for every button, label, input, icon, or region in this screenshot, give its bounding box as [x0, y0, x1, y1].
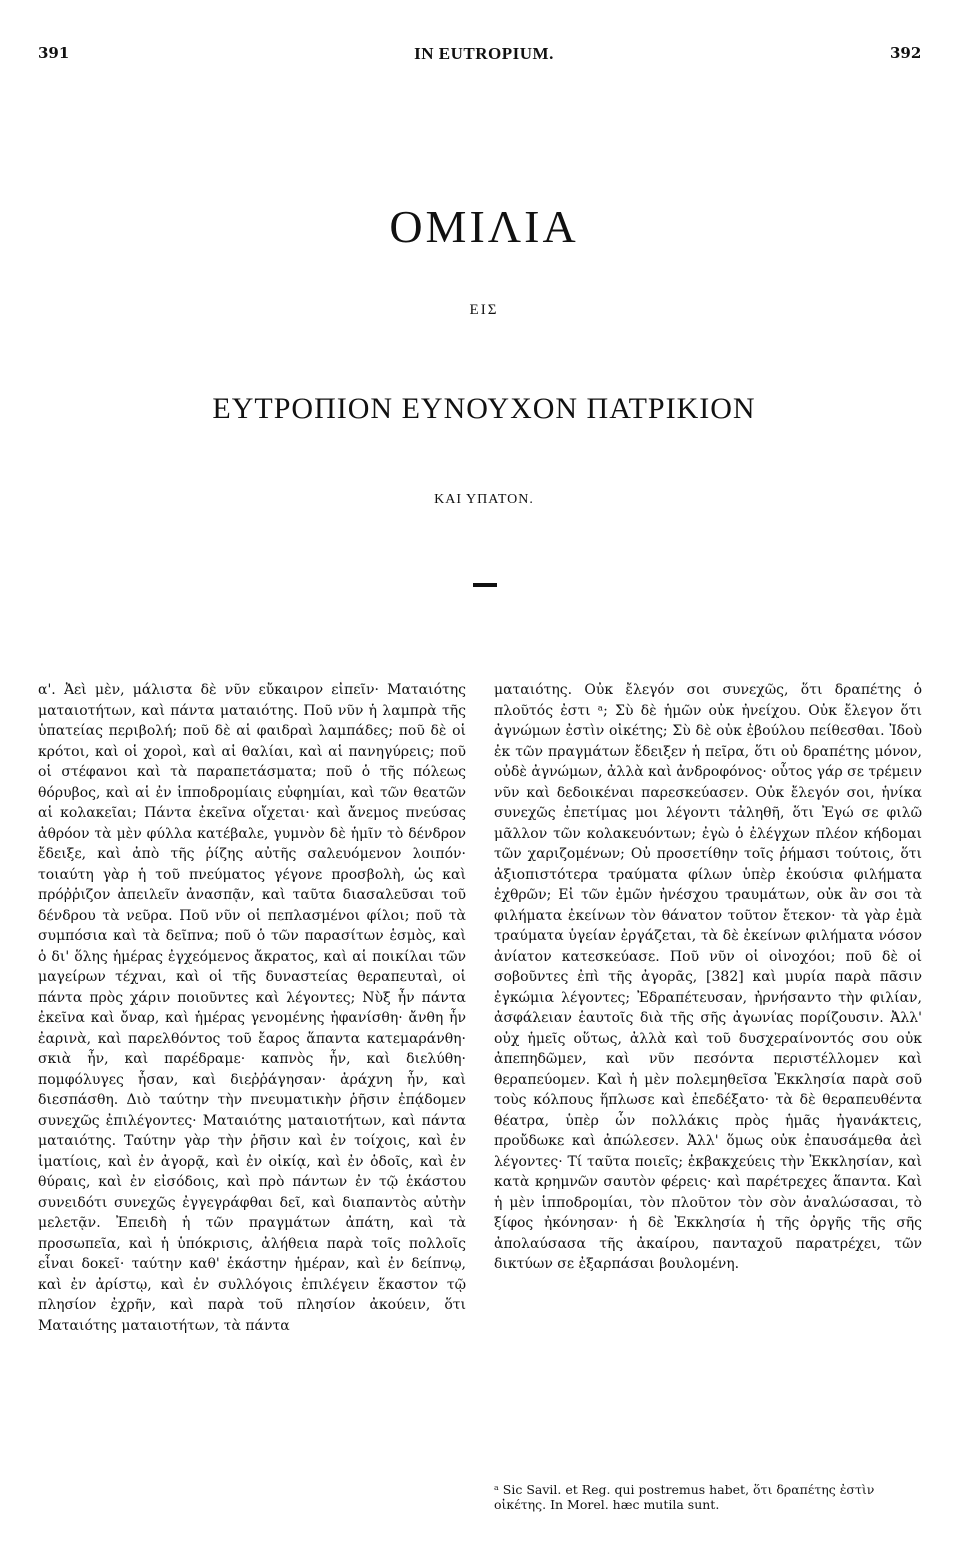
running-title: IN EUTROPIUM.	[414, 44, 554, 63]
column-right-text: ματαιότης. Οὐκ ἔλεγόν σοι συνεχῶς, ὅτι δραπέτης ὁ πλοῦτός ἐστι ᵃ; Σὺ δὲ ἡμῶν οὐκ ἠνείχου. Οὐκ ἔλεγον ὅτι ἀγνώμων ἐστὶν οἰκέτης; Σὺ δὲ οὐκ ἐβούλου πείθεσθαι. Ἰδοὺ ἐκ τῶν πραγμάτων ἔδειξεν ἡ πεῖρα, ὅτι οὐ δραπέτης μόνον, οὐδὲ ἀγνώμων, ἀλλὰ καὶ ἀνδροφόνος· οὗτος γάρ σε τρέμειν νῦν καὶ δεδοικέναι παρεσκεύασεν. Οὐκ ἔλεγόν σοι, ἡνίκα συνεχῶς ἐπετίμας μοι λέγοντι τἀληθῆ, ὅτι Ἐγώ σε φιλῶ μᾶλλον τῶν κολακευόντων; ἐγὼ ὁ ἐλέγχων πλέον κήδομαι τῶν χαριζομένων; Οὐ προσετίθην τοῖς ῥήμασι τούτοις, ὅτι ἀξιοπιστότερα τραύματα φίλων ὑπὲρ ἑκούσια φιλήματα ἐχθρῶν; Εἰ τῶν ἐμῶν ἠνέσχου τραυμάτων, οὐκ ἂν σοι τὰ φιλήματα ἐκείνων τὸν θάνατον τοῦτον ἔτεκον· τὰ γὰρ ἐμὰ τραύματα ὑγείαν ἐργάζεται, τὰ δὲ ἐκείνων φιλήματα νόσον ἀνίατον κατεσκεύασε. Ποῦ νῦν οἱ οἰνοχόοι; ποῦ δὲ οἱ σοβοῦντες ἐπὶ τῆς ἀγορᾶς, [382] καὶ μυρία παρὰ πᾶσιν ἐγκώμια λέγοντες; Ἐδραπέτευσαν, ἠρνήσαντο τὴν φιλίαν, ἀσφάλειαν ἑαυτοῖς διὰ τῆς σῆς ἀγωνίας πορίζουσιν. Ἀλλ' οὐχ ἡμεῖς οὕτως, ἀλλὰ καὶ τοῦ δυσχεραίνοντός σου οὐκ ἀπεπηδῶμεν, καὶ νῦν πεσόντα περιστέλλομεν καὶ θεραπεύομεν. Καὶ ἡ μὲν πολεμηθεῖσα Ἐκκλησία παρὰ σοῦ τοὺς κόλπους ἥπλωσε καὶ ἐπεδέξατο· τὰ δὲ θεραπευθέντα θέατρα, ὑπὲρ ὧν πολλάκις πρὸς ἡμᾶς ἠγανάκτεις, προὔδωκε καὶ ἀπώλεσεν. Ἀλλ' ὅμως οὐκ ἐπαυσάμεθα ἀεὶ λέγοντες· Τί ταῦτα ποιεῖς; ἐκβακχεύεις τὴν Ἐκκλησίαν, καὶ κατὰ κρημνῶν σαυτὸν φέρεις· καὶ παρέτρεχες ἅπαντα. Καὶ ἡ μὲν ἱπποδρομίαι, τὸν πλοῦτον τὸν σὸν ἀναλώσασαι, τὸ ξίφος ἠκόνησαν· ἡ δὲ Ἐκκλησία ἡ τῆς ὀργῆς τῆς σῆς ἀπολαύσασα τῆς ἀκαίρου, πανταχοῦ παρατρέχει, τῶν δικτύων σε ἐξαρπάσαι βουλομένη.	[494, 682, 922, 1272]
title-eis: ΕΙΣ	[469, 302, 499, 318]
title-divider	[473, 583, 497, 587]
column-left-text: α'. Ἀεὶ μὲν, μάλιστα δὲ νῦν εὔκαιρον εἰπεῖν· Ματαιότης ματαιοτήτων, καὶ πάντα ματαιότης. Ποῦ νῦν ἡ λαμπρὰ τῆς ὑπατείας περιβολή; ποῦ δὲ αἱ φαιδραὶ λαμπάδες; ποῦ δὲ οἱ κρότοι, καὶ οἱ χοροὶ, καὶ αἱ θαλίαι, καὶ αἱ πανηγύρεις; ποῦ οἱ στέφανοι καὶ τὰ παραπετάσματα; ποῦ ὁ τῆς πόλεως θόρυβος, καὶ αἱ ἐν ἱπποδρομίαις εὐφημίαι, καὶ τῶν θεατῶν αἱ κολακεῖαι; Πάντα ἐκεῖνα οἴχεται· καὶ ἄνεμος πνεύσας ἀθρόον τὰ μὲν φύλλα κατέβαλε, γυμνὸν δὲ ἡμῖν τὸ δένδρον ἔδειξε, καὶ ἀπὸ τῆς ῥίζης αὐτῆς σαλευόμενον λοιπόν· τοιαύτη γὰρ ἡ τοῦ πνεύματος γέγονε προσβολὴ, ὡς καὶ πρόῤῥιζον ἀπειλεῖν ἀνασπᾷν, καὶ ταῦτα διασαλεῦσαι τοῦ δένδρου τὰ νεῦρα. Ποῦ νῦν οἱ πεπλασμένοι φίλοι; ποῦ τὰ συμπόσια καὶ τὰ δεῖπνα; ποῦ ὁ τῶν παρασίτων ἑσμὸς, καὶ ὁ δι' ὅλης ἡμέρας ἐγχεόμενος ἄκρατος, καὶ αἱ ποικίλαι τῶν μαγείρων τέχναι, καὶ οἱ τῆς δυναστείας θεραπευταὶ, οἱ πάντα πρὸς χάριν ποιοῦντες καὶ λέγοντες; Νὺξ ἦν πάντα ἐκεῖνα καὶ ὄναρ, καὶ ἡμέρας γενομένης ἠφανίσθη· ἄνθη ἦν ἐαρινὰ, καὶ παρελθόντος τοῦ ἔαρος ἅπαντα κατεμαράνθη· σκιὰ ἦν, καὶ παρέδραμε· καπνὸς ἦν, καὶ διελύθη· πομφόλυγες ἦσαν, καὶ διεῤῥάγησαν· ἀράχνη ἦν, καὶ διεσπάσθη. Διὸ ταύτην τὴν πνευματικὴν ῥῆσιν ἐπᾴδομεν συνεχῶς ἐπιλέγοντες· Ματαιότης ματαιοτήτων, καὶ πάντα ματαιότης. Ταύτην γὰρ τὴν ῥῆσιν καὶ ἐν τοίχοις, καὶ ἐν ἱματίοις, καὶ ἐν ἀγορᾷ, καὶ ἐν οἰκίᾳ, καὶ ἐν ὁδοῖς, καὶ ἐν θύραις, καὶ ἐν εἰσόδοις, καὶ πρὸ πάντων ἐν τῷ ἑκάστου συνειδότι συνεχῶς ἐγγεγράφθαι δεῖ, καὶ διαπαντὸς αὐτὴν μελετᾷν. Ἐπειδὴ ἡ τῶν πραγμάτων ἀπάτη, καὶ τὰ προσωπεῖα, καὶ ἡ ὑπόκρισις, ἀλήθεια παρὰ τοῖς πολλοῖς εἶναι δοκεῖ· ταύτην καθ' ἑκάστην ἡμέραν, καὶ ἐν δείπνῳ, καὶ ἐν ἀρίστῳ, καὶ ἐν συλλόγοις ἐπιλέγειν ἕκαστον τῷ πλησίον ἐχρῆν, καὶ παρὰ τοῦ πλησίον ἀκούειν, ὅτι Ματαιότης ματαιοτήτων, τὰ πάντα	[38, 682, 466, 1334]
title-kai: ΚΑΙ ΥΠΑΤΟΝ.	[434, 492, 534, 507]
text-column-left	[38, 680, 466, 1336]
homily-title: ΟΜΙΛΙΑ	[389, 201, 579, 252]
page-header	[0, 44, 968, 74]
title-subject: ΕΥΤΡΟΠΙΟΝ ΕΥΝΟΥΧΟΝ ΠΑΤΡΙΚΙΟΝ	[212, 392, 756, 425]
text-column-right	[494, 680, 922, 1275]
page-number-left: 391	[38, 44, 70, 62]
page-number-right: 392	[890, 44, 922, 62]
footnote: ᵃ Sic Savil. et Reg. qui postremus habet, ὅτι δραπέτης ἐστὶν οἰκέτης. In Morel. hæc mutila sunt.	[494, 1482, 875, 1512]
